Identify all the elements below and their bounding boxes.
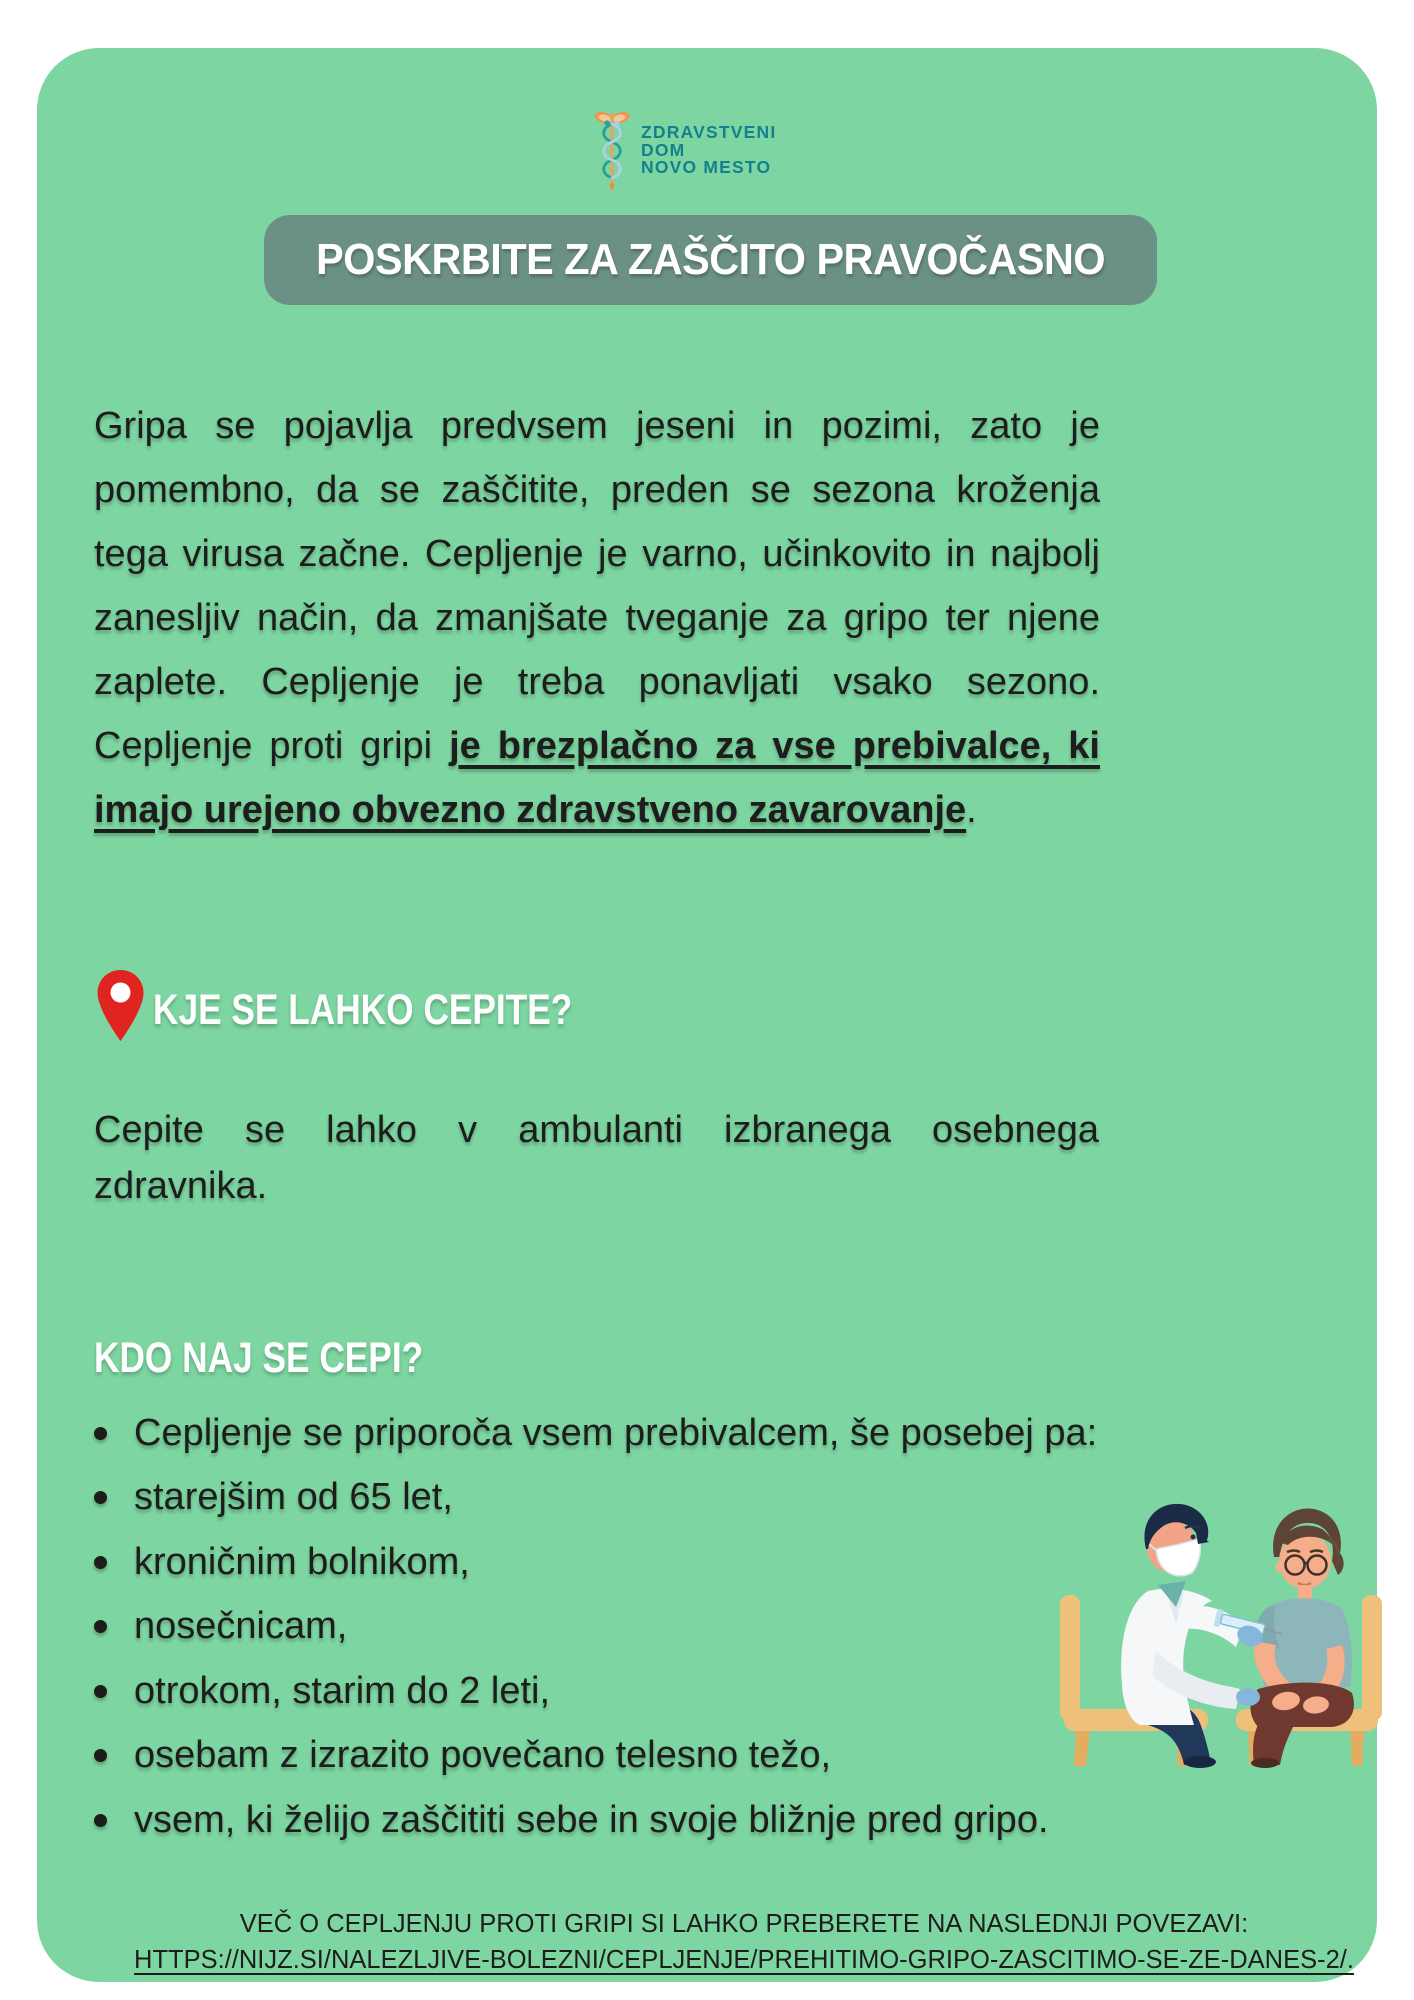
bullet-dot: [94, 1491, 107, 1504]
list-item-label: otrokom, starim do 2 leti,: [134, 1669, 551, 1712]
where-heading: KJE SE LAHKO CEPITE?: [153, 986, 573, 1034]
title-banner: [264, 215, 1157, 305]
list-item: [94, 1788, 1097, 1853]
list-item: [94, 1530, 1097, 1595]
where-paragraph: Cepite se lahko v ambulanti izbranega osebnega zdravnika.: [94, 1109, 1099, 1207]
clinic-name-line2: DOM: [641, 139, 686, 160]
vaccination-target-list: [94, 1401, 1097, 1853]
list-item: [94, 1659, 1097, 1724]
list-item-label: kroničnim bolnikom,: [134, 1540, 470, 1583]
bullet-dot: [94, 1620, 107, 1633]
list-item: [94, 1401, 1097, 1466]
who-heading: KDO NAJ SE CEPI?: [94, 1334, 424, 1382]
bullet-dot: [94, 1814, 107, 1827]
list-item: [94, 1724, 1097, 1789]
clinic-name-line1: ZDRAVSTVENI: [641, 122, 777, 142]
vaccination-illustration: [1060, 1473, 1382, 1768]
bullet-dot: [94, 1556, 107, 1569]
intro-text: Gripa se pojavlja predvsem jeseni in pozimi, zato je pomembno, da se zaščitite, preden se sezona kroženja tega virusa začne. Cepljenje je varno, učinkovito in najbolj zanesljiv način, da zmanjšate tveganje za gripo ter njene zaplete. Cepljenje je treba ponavljati vsako sezono. Cepljenje proti gripi: [94, 405, 1100, 767]
clinic-name-line3: NOVO MESTO: [641, 157, 772, 177]
location-pin-icon: [97, 970, 144, 1047]
list-item: [94, 1466, 1097, 1531]
list-item-label: Cepljenje se priporoča vsem prebivalcem, še posebej pa:: [134, 1411, 1098, 1454]
footer: [74, 1906, 1414, 1978]
clinic-logo: [593, 108, 776, 192]
caduceus-icon: [593, 108, 631, 192]
footer-note: VEČ O CEPLJENJU PROTI GRIPI SI LAHKO PREBERETE NA NASLEDNJI POVEZAVI:: [239, 1910, 1249, 1938]
list-item-label: vsem, ki želijo zaščititi sebe in svoje bližnje pred gripo.: [134, 1798, 1049, 1841]
clinic-name: [641, 124, 776, 177]
list-item-label: osebam z izrazito povečano telesno težo,: [134, 1734, 832, 1777]
list-item-label: nosečnicam,: [134, 1605, 348, 1648]
bullet-dot: [94, 1749, 107, 1762]
intro-paragraph: [94, 394, 1100, 842]
footer-link[interactable]: HTTPS://NIJZ.SI/NALEZLJIVE-BOLEZNI/CEPLJENJE/PREHITIMO-GRIPO-ZASCITIMO-SE-ZE-DANES-2/.: [134, 1946, 1354, 1974]
list-item-label: starejšim od 65 let,: [134, 1476, 453, 1519]
green-card: [37, 48, 1377, 1982]
poster-title: POSKRBITE ZA ZAŠČITO PRAVOČASNO: [316, 235, 1105, 284]
bullet-dot: [94, 1427, 107, 1440]
list-item: [94, 1595, 1097, 1660]
bullet-dot: [94, 1685, 107, 1698]
intro-suffix: .: [966, 789, 977, 831]
intro-emphasis: je brezplačno za vse prebivalce, ki imajo urejeno obvezno zdravstveno zavarovanje: [94, 725, 1100, 831]
